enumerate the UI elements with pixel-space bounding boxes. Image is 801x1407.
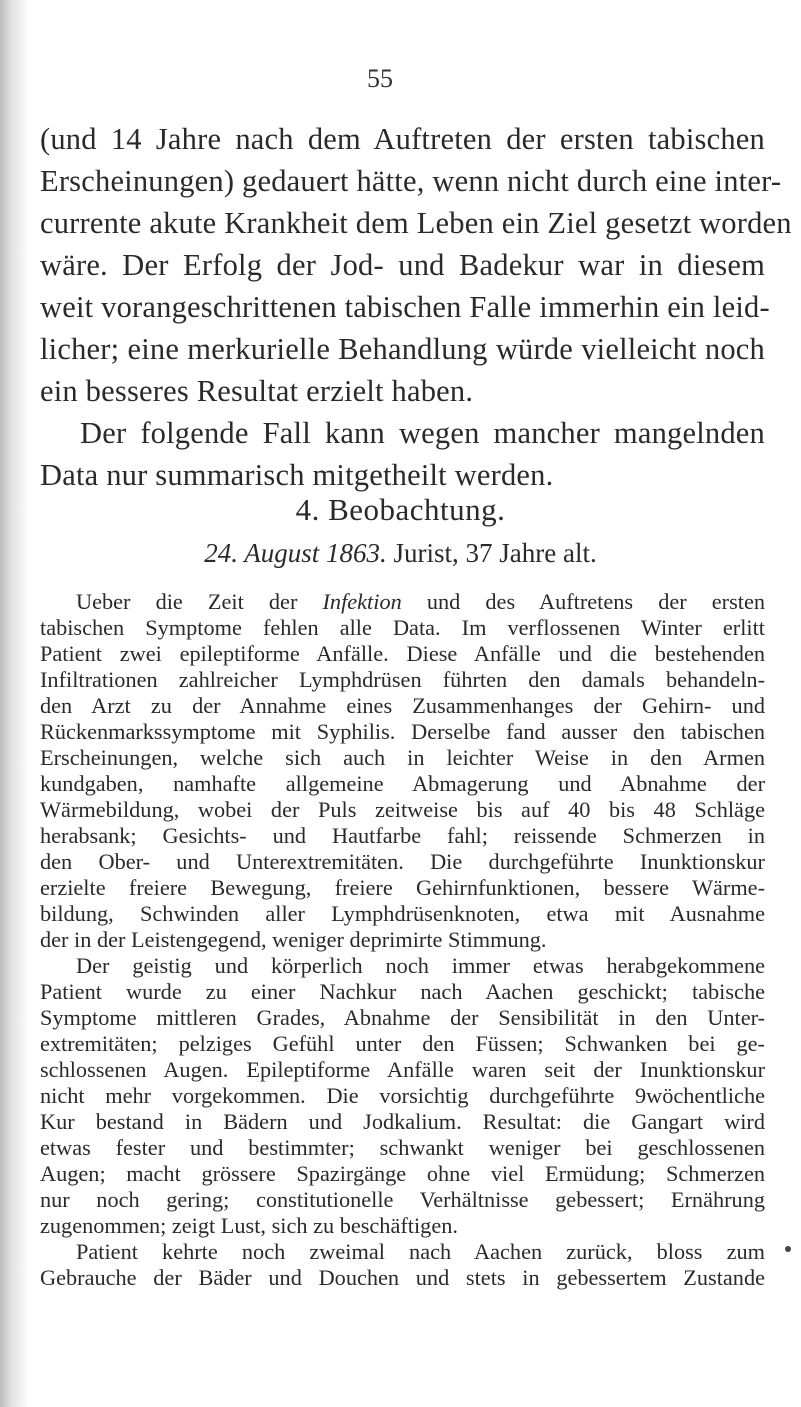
text-run: Ueber die Zeit der xyxy=(76,589,298,614)
body-line: Gebrauche der Bäder und Douchen und stets in gebessertem Zustande xyxy=(40,1265,765,1290)
body-line: Wärmebildung, wobei der Puls zeitweise bis auf 40 bis 48 Schläge xyxy=(40,797,765,822)
scan-speck xyxy=(785,1246,791,1252)
body-line: den Ober- und Unterextremitäten. Die durchgeführte Inunktionskur xyxy=(40,849,765,874)
body-line: nicht mehr vorgekommen. Die vorsichtig durchgeführte 9wöchentliche xyxy=(40,1083,765,1108)
body-line: Patient wurde zu einer Nachkur nach Aachen geschickt; tabische xyxy=(40,979,765,1004)
body-line xyxy=(76,589,765,615)
intro-line: Erscheinungen) gedauert hätte, wenn nicht durch eine inter- xyxy=(40,164,782,198)
case-subheading xyxy=(0,538,801,569)
body-line: Erscheinungen, welche sich auch in leichter Weise in den Armen xyxy=(40,745,765,770)
intro-line: (und 14 Jahre nach dem Auftreten der ersten tabischen xyxy=(40,122,765,156)
intro-line: weit vorangeschrittenen tabischen Falle immerhin ein leid- xyxy=(40,290,770,324)
body-line: erzielte freiere Bewegung, freiere Gehirnfunktionen, bessere Wärme- xyxy=(40,875,765,900)
body-line: kundgaben, namhafte allgemeine Abmagerung und Abnahme der xyxy=(40,771,765,796)
body-line: Symptome mittleren Grades, Abnahme der Sensibilität in den Unter- xyxy=(40,1005,765,1030)
body-line: Kur bestand in Bädern und Jodkalium. Resultat: die Gangart wird xyxy=(40,1109,765,1134)
intro-line: wäre. Der Erfolg der Jod- und Badekur war in diesem xyxy=(40,248,765,282)
body-line: Infiltrationen zahlreicher Lymphdrüsen führten den damals behandeln- xyxy=(40,667,765,692)
body-line: etwas fester und bestimmter; schwankt weniger bei geschlossenen xyxy=(40,1135,765,1160)
intro-line: ein besseres Resultat erzielt haben. xyxy=(40,374,474,408)
body-line: zugenommen; zeigt Lust, sich zu beschäftigen. xyxy=(40,1213,458,1238)
page-number: 55 xyxy=(367,64,393,93)
text-run: und des Auftretens der ersten xyxy=(426,589,766,614)
body-line: tabischen Symptome fehlen alle Data. Im verflossenen Winter erlitt xyxy=(40,615,765,640)
body-line: extremitäten; pelziges Gefühl unter den Füssen; Schwanken bei ge- xyxy=(40,1031,765,1056)
body-line: Augen; macht grössere Spazirgänge ohne viel Ermüdung; Schmerzen xyxy=(40,1161,765,1186)
body-line: schlossenen Augen. Epileptiforme Anfälle waren seit der Inunktionskur xyxy=(40,1057,765,1082)
intro-line: Der folgende Fall kann wegen mancher mangelnden xyxy=(80,416,765,450)
intro-line: Data nur summarisch mitgetheilt werden. xyxy=(40,458,554,492)
italic-term: Infektion xyxy=(322,589,402,614)
case-details: Jurist, 37 Jahre alt. xyxy=(393,538,597,568)
body-line: Rückenmarkssymptome mit Syphilis. Derselbe fand ausser den tabischen xyxy=(40,719,765,744)
intro-line: currente akute Krankheit dem Leben ein Ziel gesetzt worden xyxy=(40,206,792,240)
body-line: bildung, Schwinden aller Lymphdrüsenknoten, etwa mit Ausnahme xyxy=(40,901,765,926)
body-line: den Arzt zu der Annahme eines Zusammenhanges der Gehirn- und xyxy=(40,693,765,718)
body-line: Patient zwei epileptiforme Anfälle. Diese Anfälle und die bestehenden xyxy=(40,641,765,666)
case-date: 24. August 1863. xyxy=(204,538,387,568)
section-heading: 4. Beobachtung. xyxy=(295,492,506,527)
body-line: Der geistig und körperlich noch immer etwas herabgekommene xyxy=(76,953,765,978)
intro-line: licher; eine merkurielle Behandlung würde vielleicht noch xyxy=(40,332,765,366)
body-line: nur noch gering; constitutionelle Verhältnisse gebessert; Ernährung xyxy=(40,1187,765,1212)
body-line: der in der Leistengegend, weniger deprimirte Stimmung. xyxy=(40,927,547,952)
body-line: herabsank; Gesichts- und Hautfarbe fahl; reissende Schmerzen in xyxy=(40,823,765,848)
body-line: Patient kehrte noch zweimal nach Aachen zurück, bloss zum xyxy=(76,1239,765,1264)
